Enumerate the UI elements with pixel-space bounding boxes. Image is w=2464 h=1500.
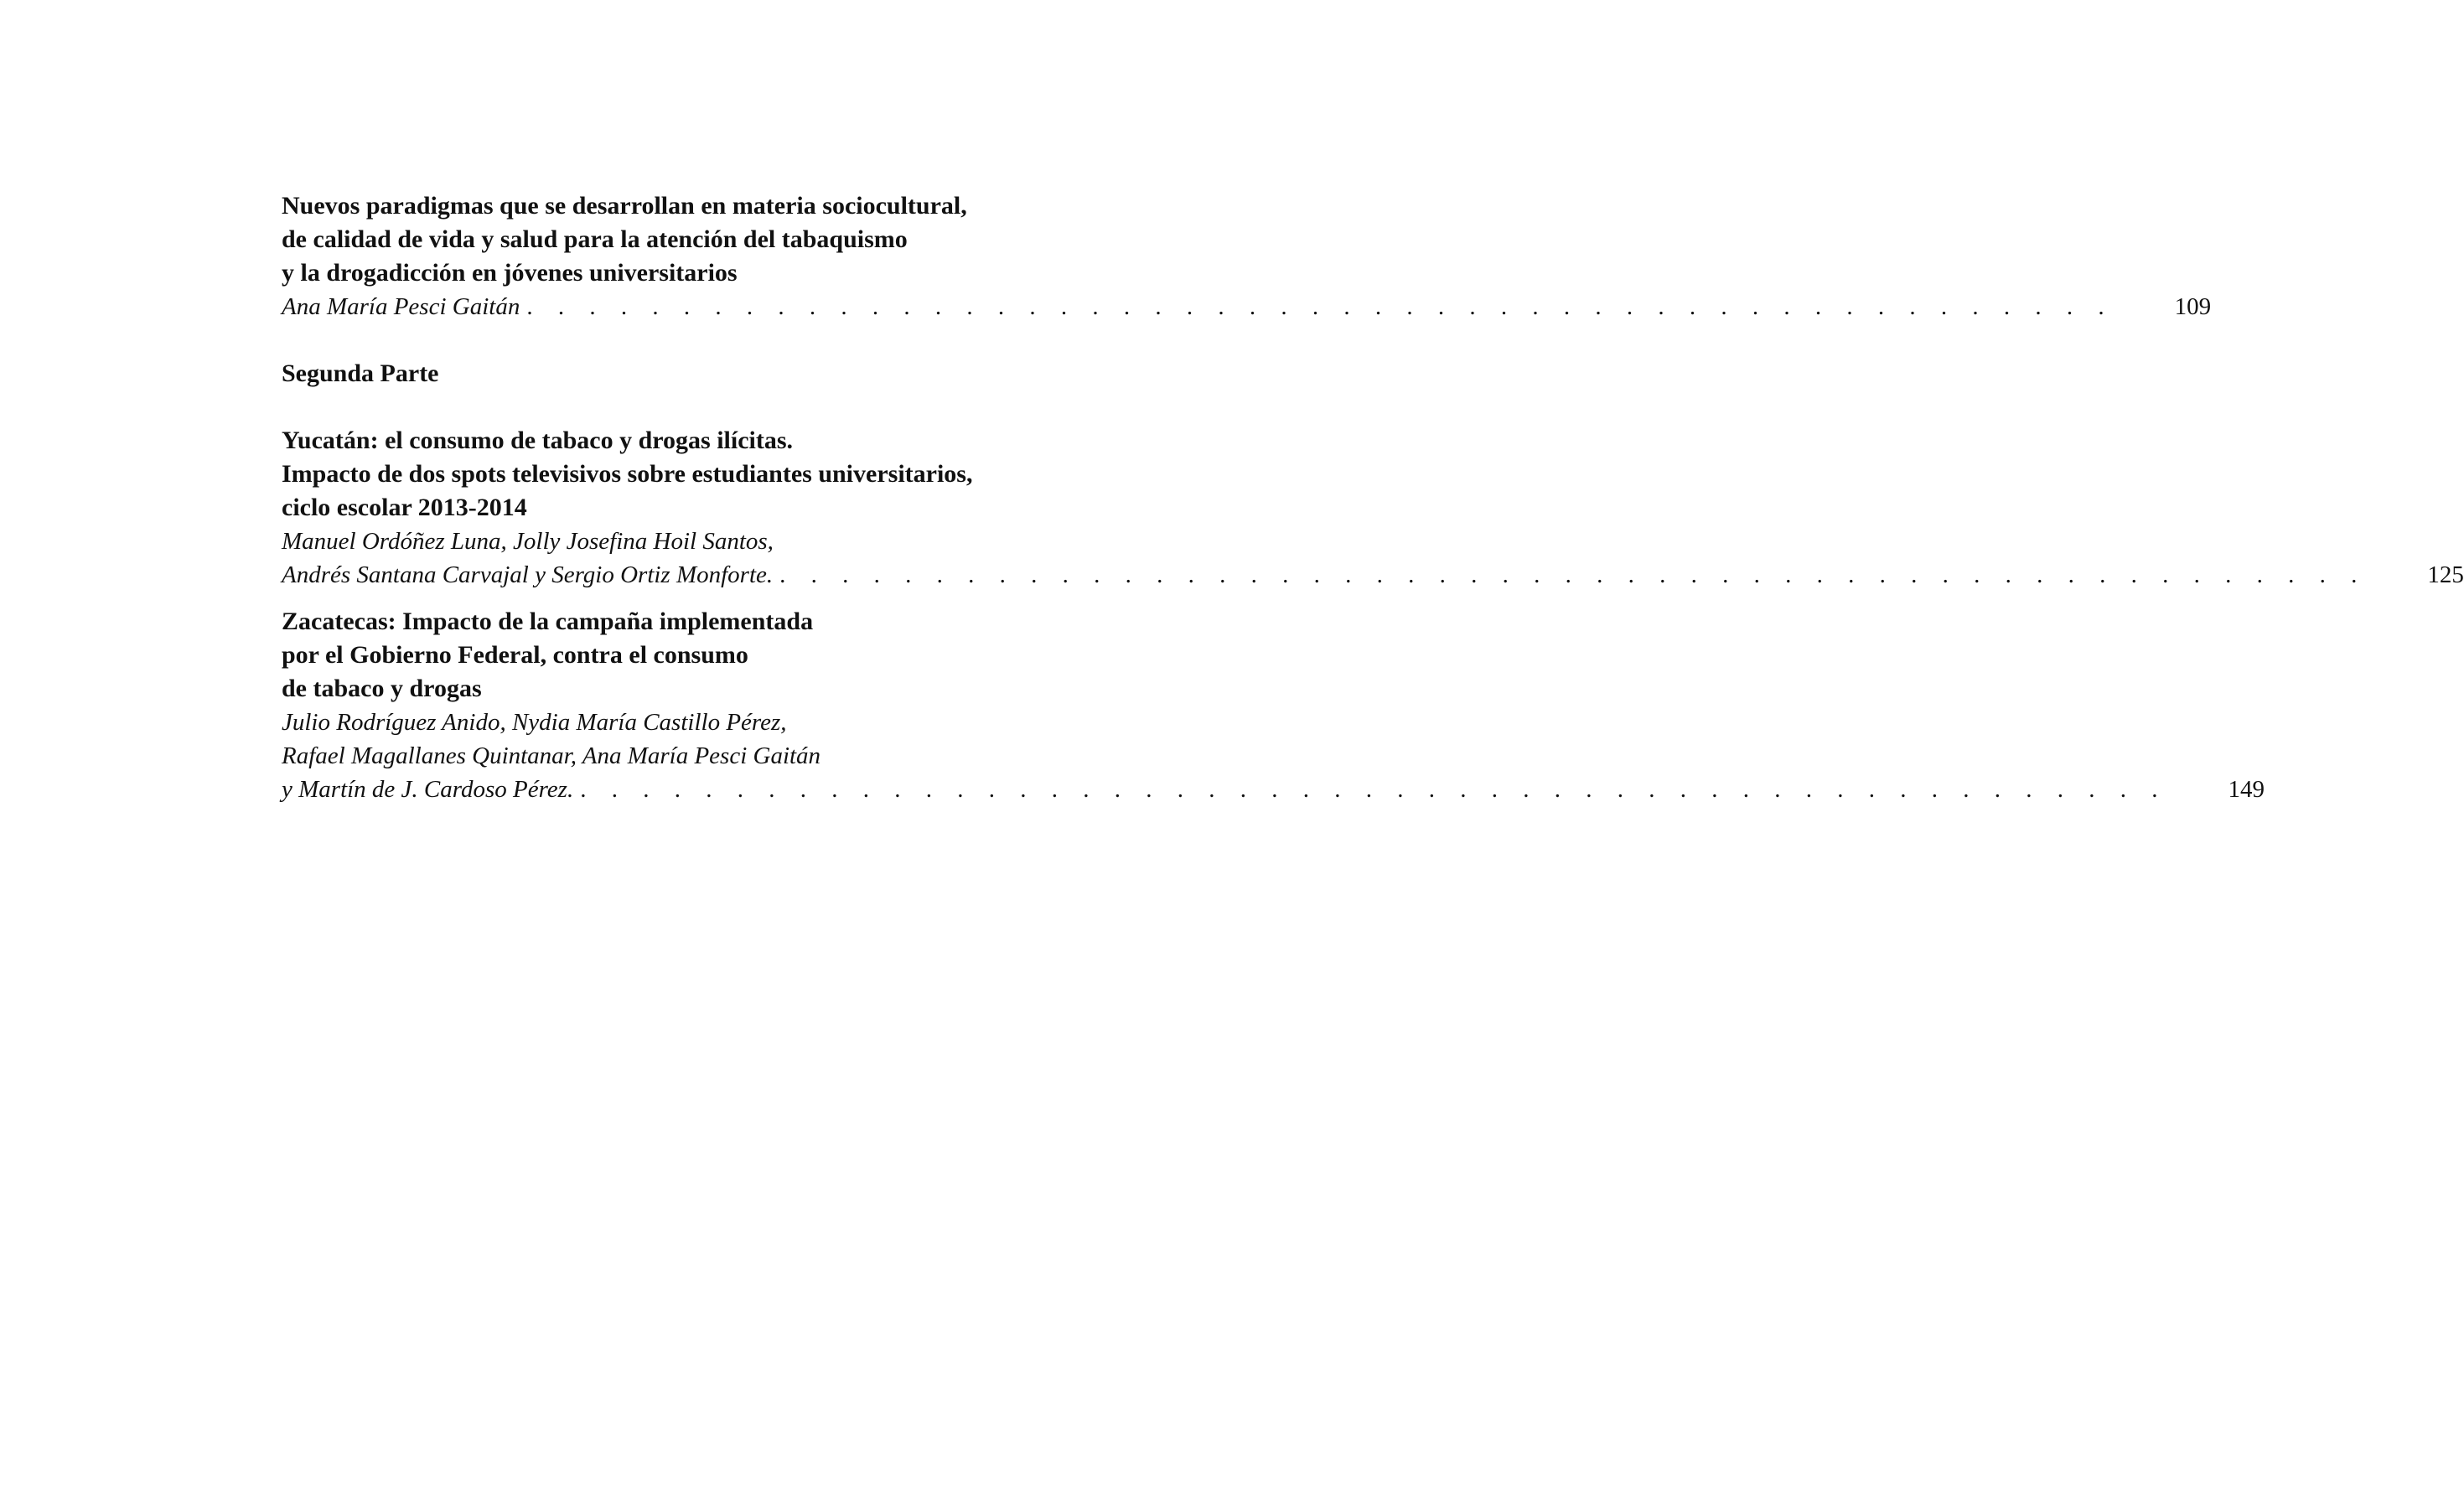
entry-author-line: [282, 773, 2265, 806]
entry-author-line: Julio Rodríguez Anido, Nydia María Castillo Pérez,: [282, 709, 787, 736]
entry-page-number: 109: [2174, 293, 2212, 320]
entry-title-line: Yucatán: el consumo de tabaco y drogas ilícitas.: [282, 427, 794, 454]
entry-title-line: de tabaco y drogas: [282, 675, 482, 702]
toc-entry: [282, 605, 2265, 806]
entry-page-number: 125: [2427, 561, 2464, 588]
dot-leader: . . . . . . . . . . . . . . . . . . . . . . . . . . . . . . . . . . . . . . . . . . . . . . . . . . .: [779, 561, 2367, 588]
entry-title-line: y la drogadicción en jóvenes universitarios: [282, 259, 738, 287]
entry-title-line: Zacatecas: Impacto de la campaña implementada: [282, 608, 814, 635]
section-heading: Segunda Parte: [282, 359, 439, 387]
entry-title-line: de calidad de vida y salud para la atención del tabaquismo: [282, 225, 908, 253]
dot-leader: . . . . . . . . . . . . . . . . . . . . . . . . . . . . . . . . . . . . . . . . . . . . . . . . . . .: [526, 293, 2115, 320]
entry-authors: Ana María Pesci Gaitán: [282, 293, 520, 320]
toc-entry: [282, 424, 2464, 592]
table-of-contents: [282, 189, 2464, 806]
entry-author-line: [282, 290, 2212, 323]
entry-title-line: Impacto de dos spots televisivos sobre estudiantes universitarios,: [282, 460, 973, 488]
entry-page-number: 149: [2228, 776, 2265, 803]
dot-leader: . . . . . . . . . . . . . . . . . . . . . . . . . . . . . . . . . . . . . . . . . . . . . . . . . . .: [580, 776, 2167, 803]
entry-author-line: Manuel Ordóñez Luna, Jolly Josefina Hoil Santos,: [282, 528, 774, 555]
entry-authors: Andrés Santana Carvajal y Sergio Ortiz Monforte.: [282, 561, 774, 588]
entry-author-line: [282, 558, 2464, 592]
entry-author-line: Rafael Magallanes Quintanar, Ana María Pesci Gaitán: [282, 742, 821, 769]
entry-title-line: ciclo escolar 2013-2014: [282, 494, 527, 521]
toc-entry: [282, 189, 2212, 323]
entry-title-line: por el Gobierno Federal, contra el consumo: [282, 641, 748, 669]
entry-authors: y Martín de J. Cardoso Pérez.: [282, 776, 574, 803]
entry-title-line: Nuevos paradigmas que se desarrollan en materia sociocultural,: [282, 192, 967, 220]
